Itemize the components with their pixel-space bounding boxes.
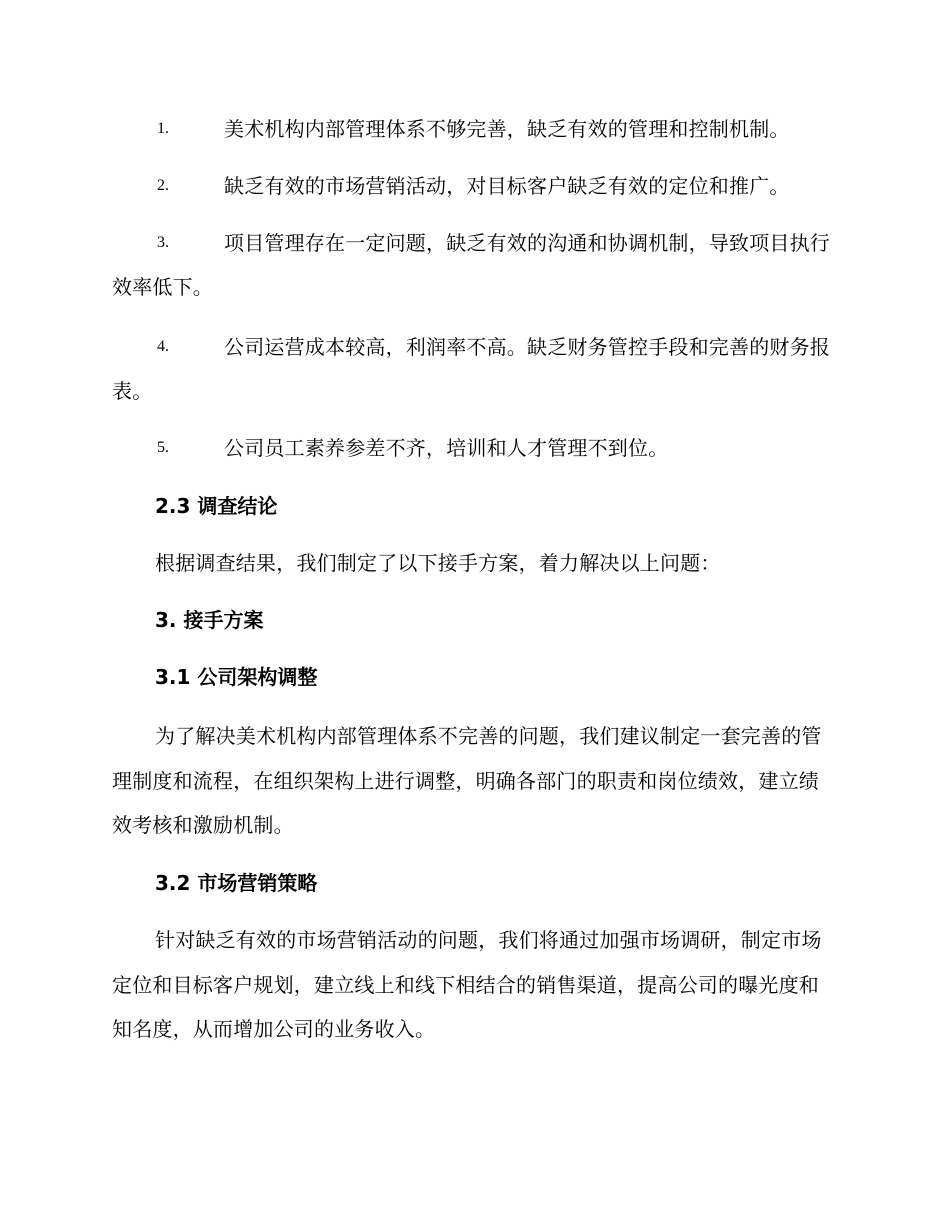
list-item (112, 426, 834, 470)
list-item-number: 3. (157, 234, 169, 251)
section-heading-3: 3. 接手方案 (155, 608, 264, 632)
list-item (112, 107, 834, 151)
list-item-text: 公司运营成本较高，利润率不高。缺乏财务管控手段和完善的财务报表。 (112, 335, 830, 403)
list-item (112, 325, 834, 413)
list-item-text: 缺乏有效的市场营销活动，对目标客户缺乏有效的定位和推广。 (224, 174, 790, 198)
section-heading-3-1: 3.1 公司架构调整 (155, 665, 318, 689)
list-item-text: 公司员工素养参差不齐，培训和人才管理不到位。 (224, 436, 669, 460)
section-heading-2-3: 2.3 调查结论 (155, 494, 278, 518)
list-item-text: 美术机构内部管理体系不够完善，缺乏有效的管理和控制机制。 (224, 117, 790, 141)
section-3-1-paragraph: 为了解决美术机构内部管理体系不完善的问题，我们建议制定一套完善的管理制度和流程，在组织架构上进行调整，明确各部门的职责和岗位绩效，建立绩效考核和激励机制。 (112, 724, 822, 837)
list-item-number: 2. (157, 177, 169, 194)
list-item-number: 4. (157, 338, 169, 355)
section-heading-3-2: 3.2 市场营销策略 (155, 871, 318, 895)
list-item (112, 221, 834, 309)
list-item-number: 1. (157, 120, 169, 137)
section-2-3-paragraph: 根据调查结果，我们制定了以下接手方案，着力解决以上问题： (155, 551, 721, 575)
section-3-2-paragraph: 针对缺乏有效的市场营销活动的问题，我们将通过加强市场调研，制定市场定位和目标客户规划，建立线上和线下相结合的销售渠道，提高公司的曝光度和知名度，从而增加公司的业务收入。 (112, 928, 822, 1041)
list-item-number: 5. (157, 439, 169, 456)
list-item-text: 项目管理存在一定问题，缺乏有效的沟通和协调机制，导致项目执行效率低下。 (112, 231, 830, 299)
list-item (112, 164, 834, 208)
